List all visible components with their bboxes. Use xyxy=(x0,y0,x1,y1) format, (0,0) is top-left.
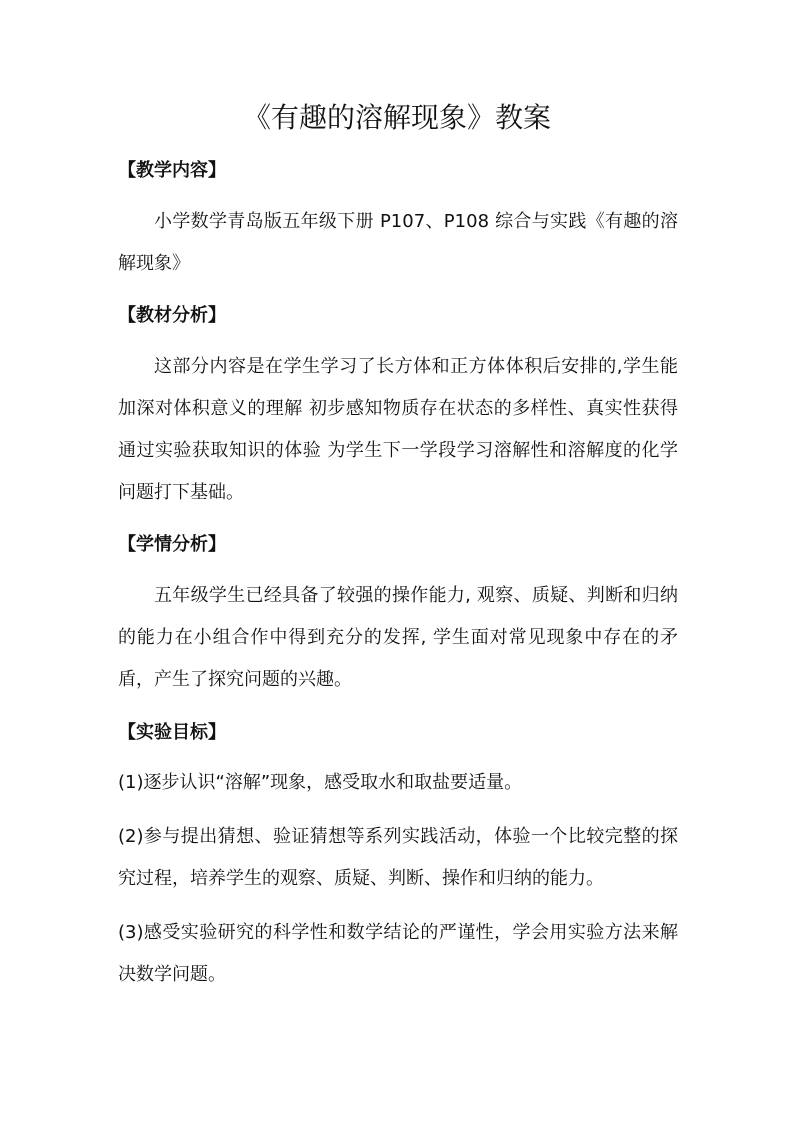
student-analysis-paragraph: 五年级学生已经具备了较强的操作能力, 观察、质疑、判断和归纳的能力在小组合作中得到充分的发挥, 学生面对常见现象中存在的矛盾，产生了探究问题的兴趣。 xyxy=(118,585,678,690)
section-heading-experiment-goals: 【实验目标】 xyxy=(118,722,226,743)
experiment-goal-item-2: (2)参与提出猜想、验证猜想等系列实践活动，体验一个比较完整的探究过程，培养学生的观察、质疑、判断、操作和归纳的能力。 xyxy=(118,826,678,889)
document-title: 《有趣的溶解现象》教案 xyxy=(242,101,551,134)
experiment-goal-item-1: (1)逐步认识“溶解”现象，感受取水和取盐要适量。 xyxy=(118,772,523,793)
experiment-goal-item-3: (3)感受实验研究的科学性和数学结论的严谨性，学会用实验方法来解决数学问题。 xyxy=(118,922,678,985)
section-heading-teaching-content: 【教学内容】 xyxy=(118,160,226,181)
section-heading-material-analysis: 【教材分析】 xyxy=(118,305,226,326)
section-heading-student-analysis: 【学情分析】 xyxy=(118,534,226,555)
teaching-content-paragraph: 小学数学青岛版五年级下册 P107、P108 综合与实践《有趣的溶解现象》 xyxy=(118,211,678,274)
material-analysis-paragraph: 这部分内容是在学生学习了长方体和正方体体积后安排的,学生能加深对体积意义的理解 初步感知物质存在状态的多样性、真实性获得通过实验获取知识的体验 为学生下一学段学习溶解性和溶解度的化学问题打下基础。 xyxy=(118,356,678,503)
